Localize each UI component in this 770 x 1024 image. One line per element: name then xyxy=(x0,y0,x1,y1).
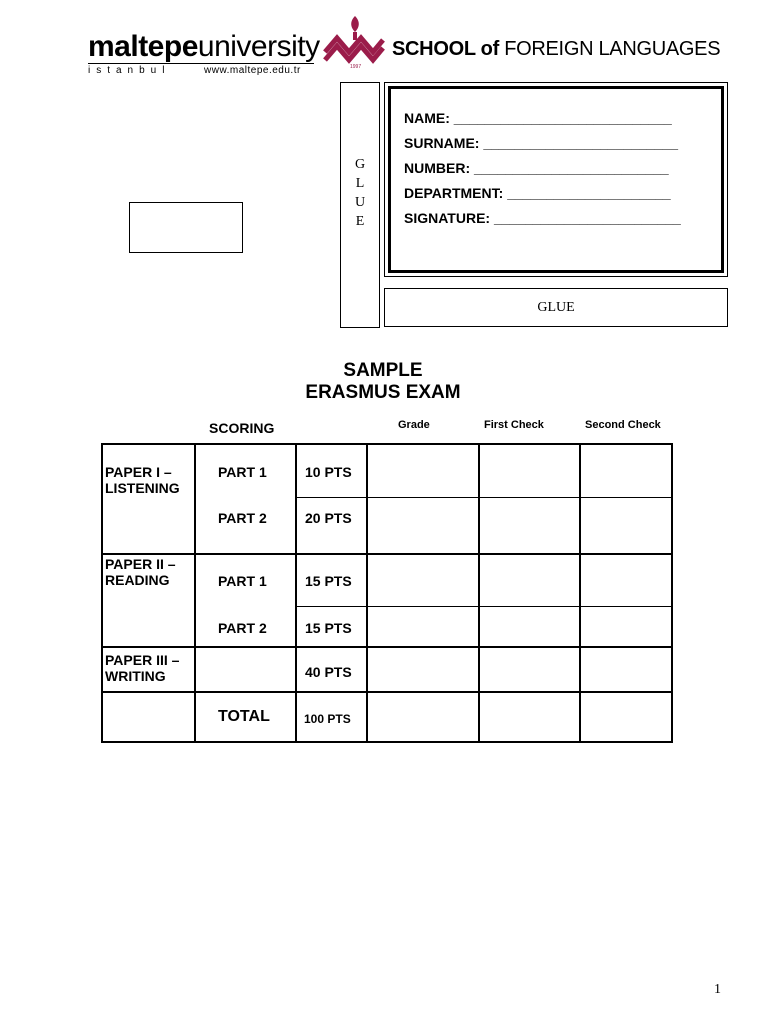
writing-points: 40 PTS xyxy=(305,664,352,680)
table-column-divider xyxy=(579,445,581,741)
field-label: NAME: xyxy=(404,110,450,126)
table-row-divider xyxy=(103,691,671,693)
school-name xyxy=(392,37,720,61)
paper-name-line: LISTENING xyxy=(105,480,180,496)
brand-regular: university xyxy=(197,30,320,63)
column-header-grade: Grade xyxy=(398,419,430,431)
field-label: SIGNATURE: xyxy=(404,210,491,226)
glue-letter: U xyxy=(354,195,366,210)
table-row-divider xyxy=(296,497,671,498)
reading-part2-points: 15 PTS xyxy=(305,620,352,636)
score-table xyxy=(101,443,673,743)
total-label: TOTAL xyxy=(218,708,270,725)
paper-writing-label xyxy=(105,652,179,684)
table-column-divider xyxy=(194,445,196,741)
university-brand xyxy=(88,30,320,64)
table-column-divider xyxy=(295,445,297,741)
paper-name-line: READING xyxy=(105,572,170,588)
total-points: 100 PTS xyxy=(304,712,351,726)
school-name-regular: FOREIGN LANGUAGES xyxy=(504,38,721,60)
paper-name-line: PAPER III – xyxy=(105,652,180,668)
glue-letter: G xyxy=(354,157,366,172)
table-column-divider xyxy=(478,445,480,741)
glue-vertical-label xyxy=(341,155,379,231)
table-row-divider xyxy=(103,646,671,648)
exam-title-line2: ERASMUS EXAM xyxy=(305,382,461,403)
field-label: DEPARTMENT: xyxy=(404,185,504,201)
listening-part1-label: PART 1 xyxy=(218,464,267,480)
scoring-label: SCORING xyxy=(209,420,275,436)
surname-field[interactable] xyxy=(404,135,678,151)
page-number: 1 xyxy=(714,982,721,997)
field-blank: ____________________________ xyxy=(453,110,672,126)
field-blank: _________________________ xyxy=(483,135,678,151)
paper-name-line: PAPER II – xyxy=(105,556,176,572)
column-header-second-check: Second Check xyxy=(585,419,661,431)
paper-reading-label xyxy=(105,556,176,588)
field-blank: ________________________ xyxy=(493,210,681,226)
school-emblem-icon xyxy=(322,14,386,70)
exam-title-line1: SAMPLE xyxy=(343,360,423,381)
table-row-divider xyxy=(103,553,671,555)
school-name-bold: SCHOOL of xyxy=(392,38,499,60)
column-header-first-check: First Check xyxy=(484,419,544,431)
number-field[interactable] xyxy=(404,160,669,176)
glue-strip-horizontal: GLUE xyxy=(384,288,728,327)
logo-divider xyxy=(88,63,314,64)
table-row-divider xyxy=(296,606,671,607)
reading-part1-points: 15 PTS xyxy=(305,573,352,589)
student-info-box xyxy=(384,82,728,277)
paper-name-line: PAPER I – xyxy=(105,464,172,480)
table-column-divider xyxy=(366,445,368,741)
maltepe-university-logo xyxy=(88,30,320,76)
field-blank: _____________________ xyxy=(507,185,671,201)
glue-letter: E xyxy=(355,214,365,229)
logo-website: www.maltepe.edu.tr xyxy=(204,65,301,76)
paper-name-line: WRITING xyxy=(105,668,166,684)
logo-city: istanbul xyxy=(88,65,171,76)
brand-bold: maltepe xyxy=(88,30,198,63)
field-blank: _________________________ xyxy=(474,160,669,176)
listening-part2-label: PART 2 xyxy=(218,510,267,526)
signature-field[interactable] xyxy=(404,210,681,226)
photo-box xyxy=(129,202,243,253)
glue-strip-vertical xyxy=(340,82,380,328)
field-label: SURNAME: xyxy=(404,135,480,151)
glue-letter: L xyxy=(355,176,365,191)
listening-part2-points: 20 PTS xyxy=(305,510,352,526)
paper-listening-label xyxy=(105,464,180,496)
reading-part2-label: PART 2 xyxy=(218,620,267,636)
listening-part1-points: 10 PTS xyxy=(305,464,352,480)
department-field[interactable] xyxy=(404,185,671,201)
student-info-frame xyxy=(388,86,724,273)
field-label: NUMBER: xyxy=(404,160,471,176)
name-field[interactable] xyxy=(404,110,672,126)
reading-part1-label: PART 1 xyxy=(218,573,267,589)
emblem-year: 1997 xyxy=(350,64,362,70)
